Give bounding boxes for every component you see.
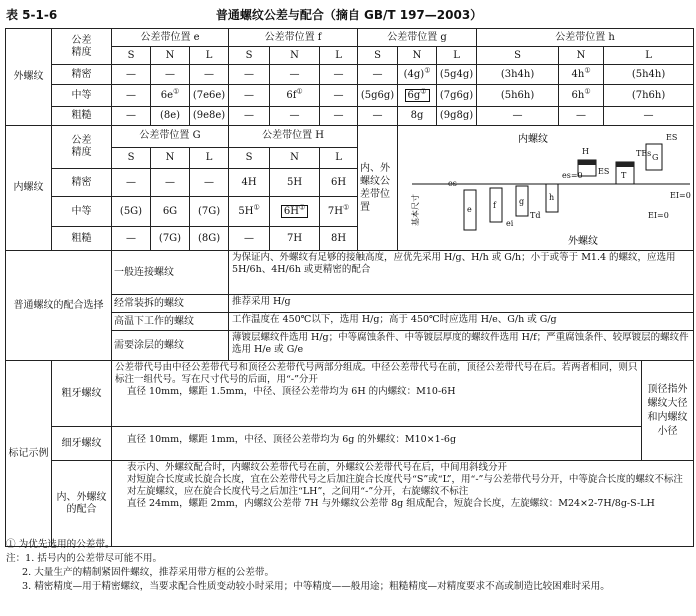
cell: 8H [320, 227, 358, 251]
cell: 6H [320, 169, 358, 197]
cell: — [229, 107, 270, 126]
cell: — [270, 107, 320, 126]
diagram-axis-label: 基本尺寸 [411, 194, 421, 226]
footnote: 3. 精密精度—用于精密螺纹，当要求配合性质变动较小时采用；中等精度——般用途；粗糙精度—对精度要求不高或制造比较困难时采用。 [22, 581, 610, 592]
int-label: 内螺纹 [6, 126, 52, 251]
tick-label: ES [666, 133, 678, 142]
col-head: N [559, 47, 604, 65]
tick-label: H [582, 147, 590, 156]
fit-label: 普通螺纹的配合选择 [6, 251, 112, 361]
cell: — [229, 85, 270, 107]
fit-row-text: 为保证内、外螺纹有足够的接触高度，应优先采用 H/g、H/h 或 G/h；小于或等于 M1.4 的螺纹，应选用 5H/6h、4H/6h 或更精密的配合 [229, 251, 694, 295]
tick-label: EI=0 [670, 191, 691, 200]
cell: — [151, 169, 190, 197]
cell: 6f① [270, 85, 320, 107]
cell: (9g8g) [437, 107, 477, 126]
cell: 5H① [229, 197, 270, 227]
int-group-H: 公差带位置 H [229, 126, 358, 148]
cell: 6h① [559, 85, 604, 107]
cell: 7H [270, 227, 320, 251]
col-head: L [437, 47, 477, 65]
fit-row-name: 一般连接螺纹 [112, 251, 229, 295]
cell: — [112, 169, 151, 197]
ext-group-g: 公差带位置 g [358, 29, 477, 47]
tick-label: T [621, 171, 627, 180]
header [6, 6, 692, 24]
grade-name: 中等 [52, 197, 112, 227]
cell: (3h4h) [477, 65, 559, 85]
tolerance-zone-diagram [398, 126, 694, 251]
cell: — [270, 65, 320, 85]
mark-row-name: 细牙螺纹 [52, 427, 112, 461]
cell: 6G [151, 197, 190, 227]
cell: 4H [229, 169, 270, 197]
cell: — [112, 85, 151, 107]
footnote: 注：1. 括号内的公差带尽可能不用。 [6, 553, 163, 564]
footnotes [6, 538, 692, 594]
cell: — [190, 65, 229, 85]
col-head: N [270, 147, 320, 169]
col-head: S [112, 147, 151, 169]
mark-row-text: 表示内、外螺纹配合时，内螺纹公差带代号在前，外螺纹公差带代号在后，中间用斜线分开 对短旋合长度或长旋合长度，宜在公差带代号之后加注旋合长度代号“S”或“L”，用“-”与公差带代号分开，中等旋合长度的螺纹不标注 对左旋螺纹，应在旋合长度代号之后加注“LH”，之间用“-”分开，右旋螺纹不标注 直径 24mm，螺距 2mm，内螺纹公差带 7H 与外螺纹公差带 8g 组成配合，短旋合长度，左旋螺纹：M24×2-7H/8g-S-LH [112, 461, 694, 547]
fit-row-text: 推荐采用 H/g [229, 295, 694, 313]
cell: — [358, 107, 398, 126]
col-head: N [151, 147, 190, 169]
col-head: L [320, 147, 358, 169]
position-side-label: 内、外螺纹公差带位置 [358, 126, 398, 251]
col-head: N [270, 47, 320, 65]
cell: (7G) [190, 197, 229, 227]
cell: — [320, 85, 358, 107]
int-group-G: 公差带位置 G [112, 126, 229, 148]
col-head: L [604, 47, 694, 65]
table-title: 普通螺纹公差与配合（摘自 GB/T 197—2003） [215, 8, 483, 22]
ext-label: 外螺纹 [6, 29, 52, 126]
col-head: S [358, 47, 398, 65]
cell: — [190, 169, 229, 197]
cell: (8e) [151, 107, 190, 126]
tick-label: es=0 [562, 171, 583, 180]
mark-row-text: 公差带代号由中径公差带代号和顶径公差带代号两部分组成。中径公差带代号在前，顶径公差带代号在后。若两者相同，则只标注一组代号。写在尺寸代号的后面，用“-”分开 直径 10mm，螺距 1.5mm，中径、顶径公差带均为 6H 的内螺纹：M10-6H [112, 361, 642, 427]
cell: (7G) [151, 227, 190, 251]
tick-label: h [549, 193, 555, 202]
table-row [6, 65, 694, 85]
cell: (5h6h) [477, 85, 559, 107]
diagram-hatch [578, 160, 634, 167]
mark-row-text: 直径 10mm，螺距 1mm，中径、顶径公差带均为 6g 的外螺纹：M10×1-6g [112, 427, 642, 461]
cell: (4g)① [398, 65, 437, 85]
table-row [6, 361, 694, 427]
cell: — [604, 107, 694, 126]
tick-label: es [448, 179, 457, 188]
diagram-bottom-label: 外螺纹 [568, 236, 599, 247]
table-row [6, 251, 694, 295]
cell: — [477, 107, 559, 126]
diagram-top-label: 内螺纹 [518, 134, 549, 145]
cell: (5h4h) [604, 65, 694, 85]
cell: — [229, 227, 270, 251]
cell: — [358, 65, 398, 85]
int-grade-head: 公差 精度 [52, 126, 112, 169]
cell: (7g6g) [437, 85, 477, 107]
grade-name: 精密 [52, 65, 112, 85]
mark-side-note: 顶径指外螺纹大径和内螺纹小径 [642, 361, 694, 461]
cell: 7H① [320, 197, 358, 227]
cell: — [320, 107, 358, 126]
mark-row-name: 内、外螺纹的配合 [52, 461, 112, 547]
table-row [6, 427, 694, 461]
tick-label: ES [598, 167, 610, 176]
footnote: 2. 大量生产的精制紧固件螺纹，推荐采用带方框的公差带。 [22, 567, 275, 578]
cell: (8G) [190, 227, 229, 251]
ext-group-f: 公差带位置 f [229, 29, 358, 47]
grade-name: 精密 [52, 169, 112, 197]
table-row [6, 85, 694, 107]
cell: — [229, 65, 270, 85]
col-head: N [398, 47, 437, 65]
tick-label: g [519, 197, 525, 206]
table-row [6, 461, 694, 547]
grade-name: 中等 [52, 85, 112, 107]
boxed-cell: 6g① [398, 85, 437, 107]
fit-row-text: 薄镀层螺纹件选用 H/g；中等腐蚀条件、中等镀层厚度的螺纹件选用 H/f；严重腐蚀条件、较厚镀层的螺纹件选用 H/e 或 G/e [229, 331, 694, 361]
diagram-zones [464, 144, 662, 230]
col-head: N [151, 47, 190, 65]
fit-row-name: 需要涂层的螺纹 [112, 331, 229, 361]
col-head: S [229, 147, 270, 169]
cell: (9e8e) [190, 107, 229, 126]
cell: 5H [270, 169, 320, 197]
cell: — [151, 65, 190, 85]
fit-row-text: 工作温度在 450℃以下，选用 H/g；高于 450℃时应选用 H/e、G/h 或 G/g [229, 313, 694, 331]
tick-label: EI=0 [648, 211, 669, 220]
fit-row-name: 经常装拆的螺纹 [112, 295, 229, 313]
cell: 6e① [151, 85, 190, 107]
zone-f [490, 188, 502, 222]
col-head: L [190, 47, 229, 65]
cell: — [559, 107, 604, 126]
footnote: ① 为优先选用的公差带。 [6, 539, 115, 550]
cell: — [112, 107, 151, 126]
tick-label: G [652, 153, 659, 162]
col-head: L [320, 47, 358, 65]
tick-label: f [493, 201, 497, 210]
tolerance-table [5, 28, 694, 547]
col-head: S [477, 47, 559, 65]
mark-row-name: 粗牙螺纹 [52, 361, 112, 427]
grade-name: 粗糙 [52, 227, 112, 251]
col-head: S [112, 47, 151, 65]
col-head: S [229, 47, 270, 65]
cell: (7h6h) [604, 85, 694, 107]
diagram-svg [398, 126, 694, 250]
tick-label: Td [530, 211, 541, 220]
cell: — [112, 65, 151, 85]
cell: (5g6g) [358, 85, 398, 107]
fit-row-name: 高温下工作的螺纹 [112, 313, 229, 331]
cell: 4h① [559, 65, 604, 85]
mark-label: 标记示例 [6, 361, 52, 547]
table-row [6, 107, 694, 126]
cell: 8g [398, 107, 437, 126]
ext-group-e: 公差带位置 e [112, 29, 229, 47]
grade-name: 粗糙 [52, 107, 112, 126]
ext-grade-head: 公差 精度 [52, 29, 112, 65]
table-number: 表 5-1-6 [6, 8, 58, 22]
tick-label: TEs [636, 149, 652, 158]
cell: (7e6e) [190, 85, 229, 107]
tick-label: ei [506, 219, 514, 228]
tick-label: e [467, 205, 472, 214]
boxed-cell: 6H① [270, 197, 320, 227]
cell: (5G) [112, 197, 151, 227]
col-head: L [190, 147, 229, 169]
cell: (5g4g) [437, 65, 477, 85]
cell: — [320, 65, 358, 85]
cell: — [112, 227, 151, 251]
ext-group-h: 公差带位置 h [477, 29, 694, 47]
